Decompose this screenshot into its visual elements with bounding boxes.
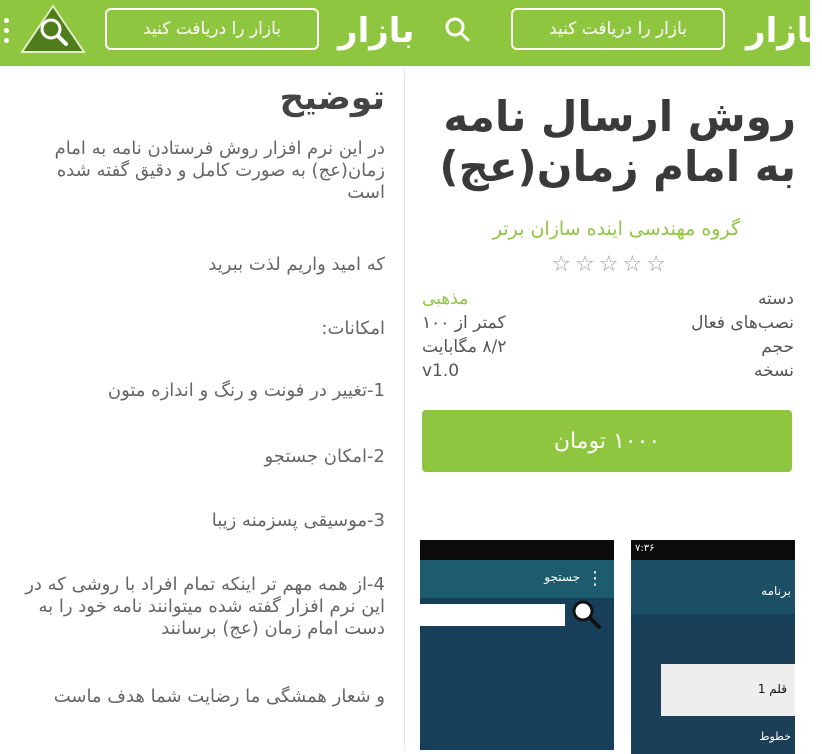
bazaar-logo[interactable]: [18, 2, 88, 58]
installs-label: نصب‌های فعال: [691, 313, 794, 333]
version-label: نسخه: [754, 361, 794, 381]
description-paragraph: 3-موسیقی پسزمنه زیبا: [211, 510, 385, 531]
description-title: توضیح: [279, 78, 385, 118]
app-screenshot-2[interactable]: [631, 540, 795, 750]
developer-link[interactable]: گروه مهندسی اینده سازان برتر: [492, 218, 740, 240]
size-value: ۸/۲ مگابایت: [422, 337, 507, 357]
status-bar: [420, 540, 614, 560]
screenshot-menu-label: برنامه: [761, 584, 791, 598]
description-paragraph: 1-تغییر در فونت و رنگ و اندازه متون: [107, 380, 385, 401]
installs-value: کمتر از ۱۰۰: [422, 313, 506, 333]
rating-stars: ☆☆☆☆☆: [551, 252, 670, 277]
app-title: روش ارسال نامه به امام زمان(عج): [439, 92, 796, 191]
screenshot-title: جستجو: [544, 570, 580, 584]
buy-button[interactable]: ۱۰۰۰ تومان: [422, 410, 792, 472]
size-label: حجم: [761, 337, 794, 357]
description-paragraph: در این نرم افزار روش فرستادن نامه به امام زمان(عج) به صورت کامل و دقیق گفته شده است: [54, 138, 385, 203]
bazaar-wordmark[interactable]: بازار: [338, 11, 415, 51]
search-icon[interactable]: [444, 16, 468, 40]
overflow-menu-icon[interactable]: [4, 18, 10, 48]
description-paragraph: و شعار همشگی ما رضایت شما هدف ماست: [53, 686, 385, 707]
app-details-panel: [405, 66, 810, 750]
get-bazaar-button[interactable]: بازار را دریافت کنید: [105, 8, 319, 50]
get-bazaar-button-2[interactable]: بازار را دریافت کنید: [511, 8, 725, 50]
top-bar: [0, 0, 822, 66]
screenshot-lines-label: خطوط: [759, 730, 791, 743]
status-time: ۷:۳۶: [635, 543, 655, 554]
screenshot-toolbar: [420, 560, 614, 598]
screenshot-search-icon: [570, 598, 602, 634]
status-bar: [631, 540, 795, 560]
description-paragraph: امکانات:: [321, 318, 385, 339]
app-screenshot-1[interactable]: [420, 540, 614, 750]
description-panel: [0, 66, 405, 750]
bazaar-wordmark-2[interactable]: بازار: [746, 11, 822, 51]
screenshot-menu-icon: ⋮: [586, 568, 604, 589]
description-paragraph: 4-از همه مهم تر اینکه تمام افراد با روشی که در این نرم افزار گفته شده میتوانند نامه خود را به دست امام زمان (عج) برسانند: [25, 574, 385, 639]
screenshot-font-label: قلم 1: [757, 682, 787, 696]
screenshot-search-field: [420, 604, 565, 626]
category-label: دسته: [757, 289, 794, 309]
screenshot-toolbar: [631, 560, 795, 614]
description-paragraph: 2-امکان جستجو: [264, 446, 385, 467]
version-value: v1.0: [422, 361, 460, 381]
description-paragraph: که امید واریم لذت ببرید: [208, 254, 385, 275]
screenshot-font-box: [661, 664, 795, 716]
category-value[interactable]: مذهبی: [422, 289, 469, 309]
